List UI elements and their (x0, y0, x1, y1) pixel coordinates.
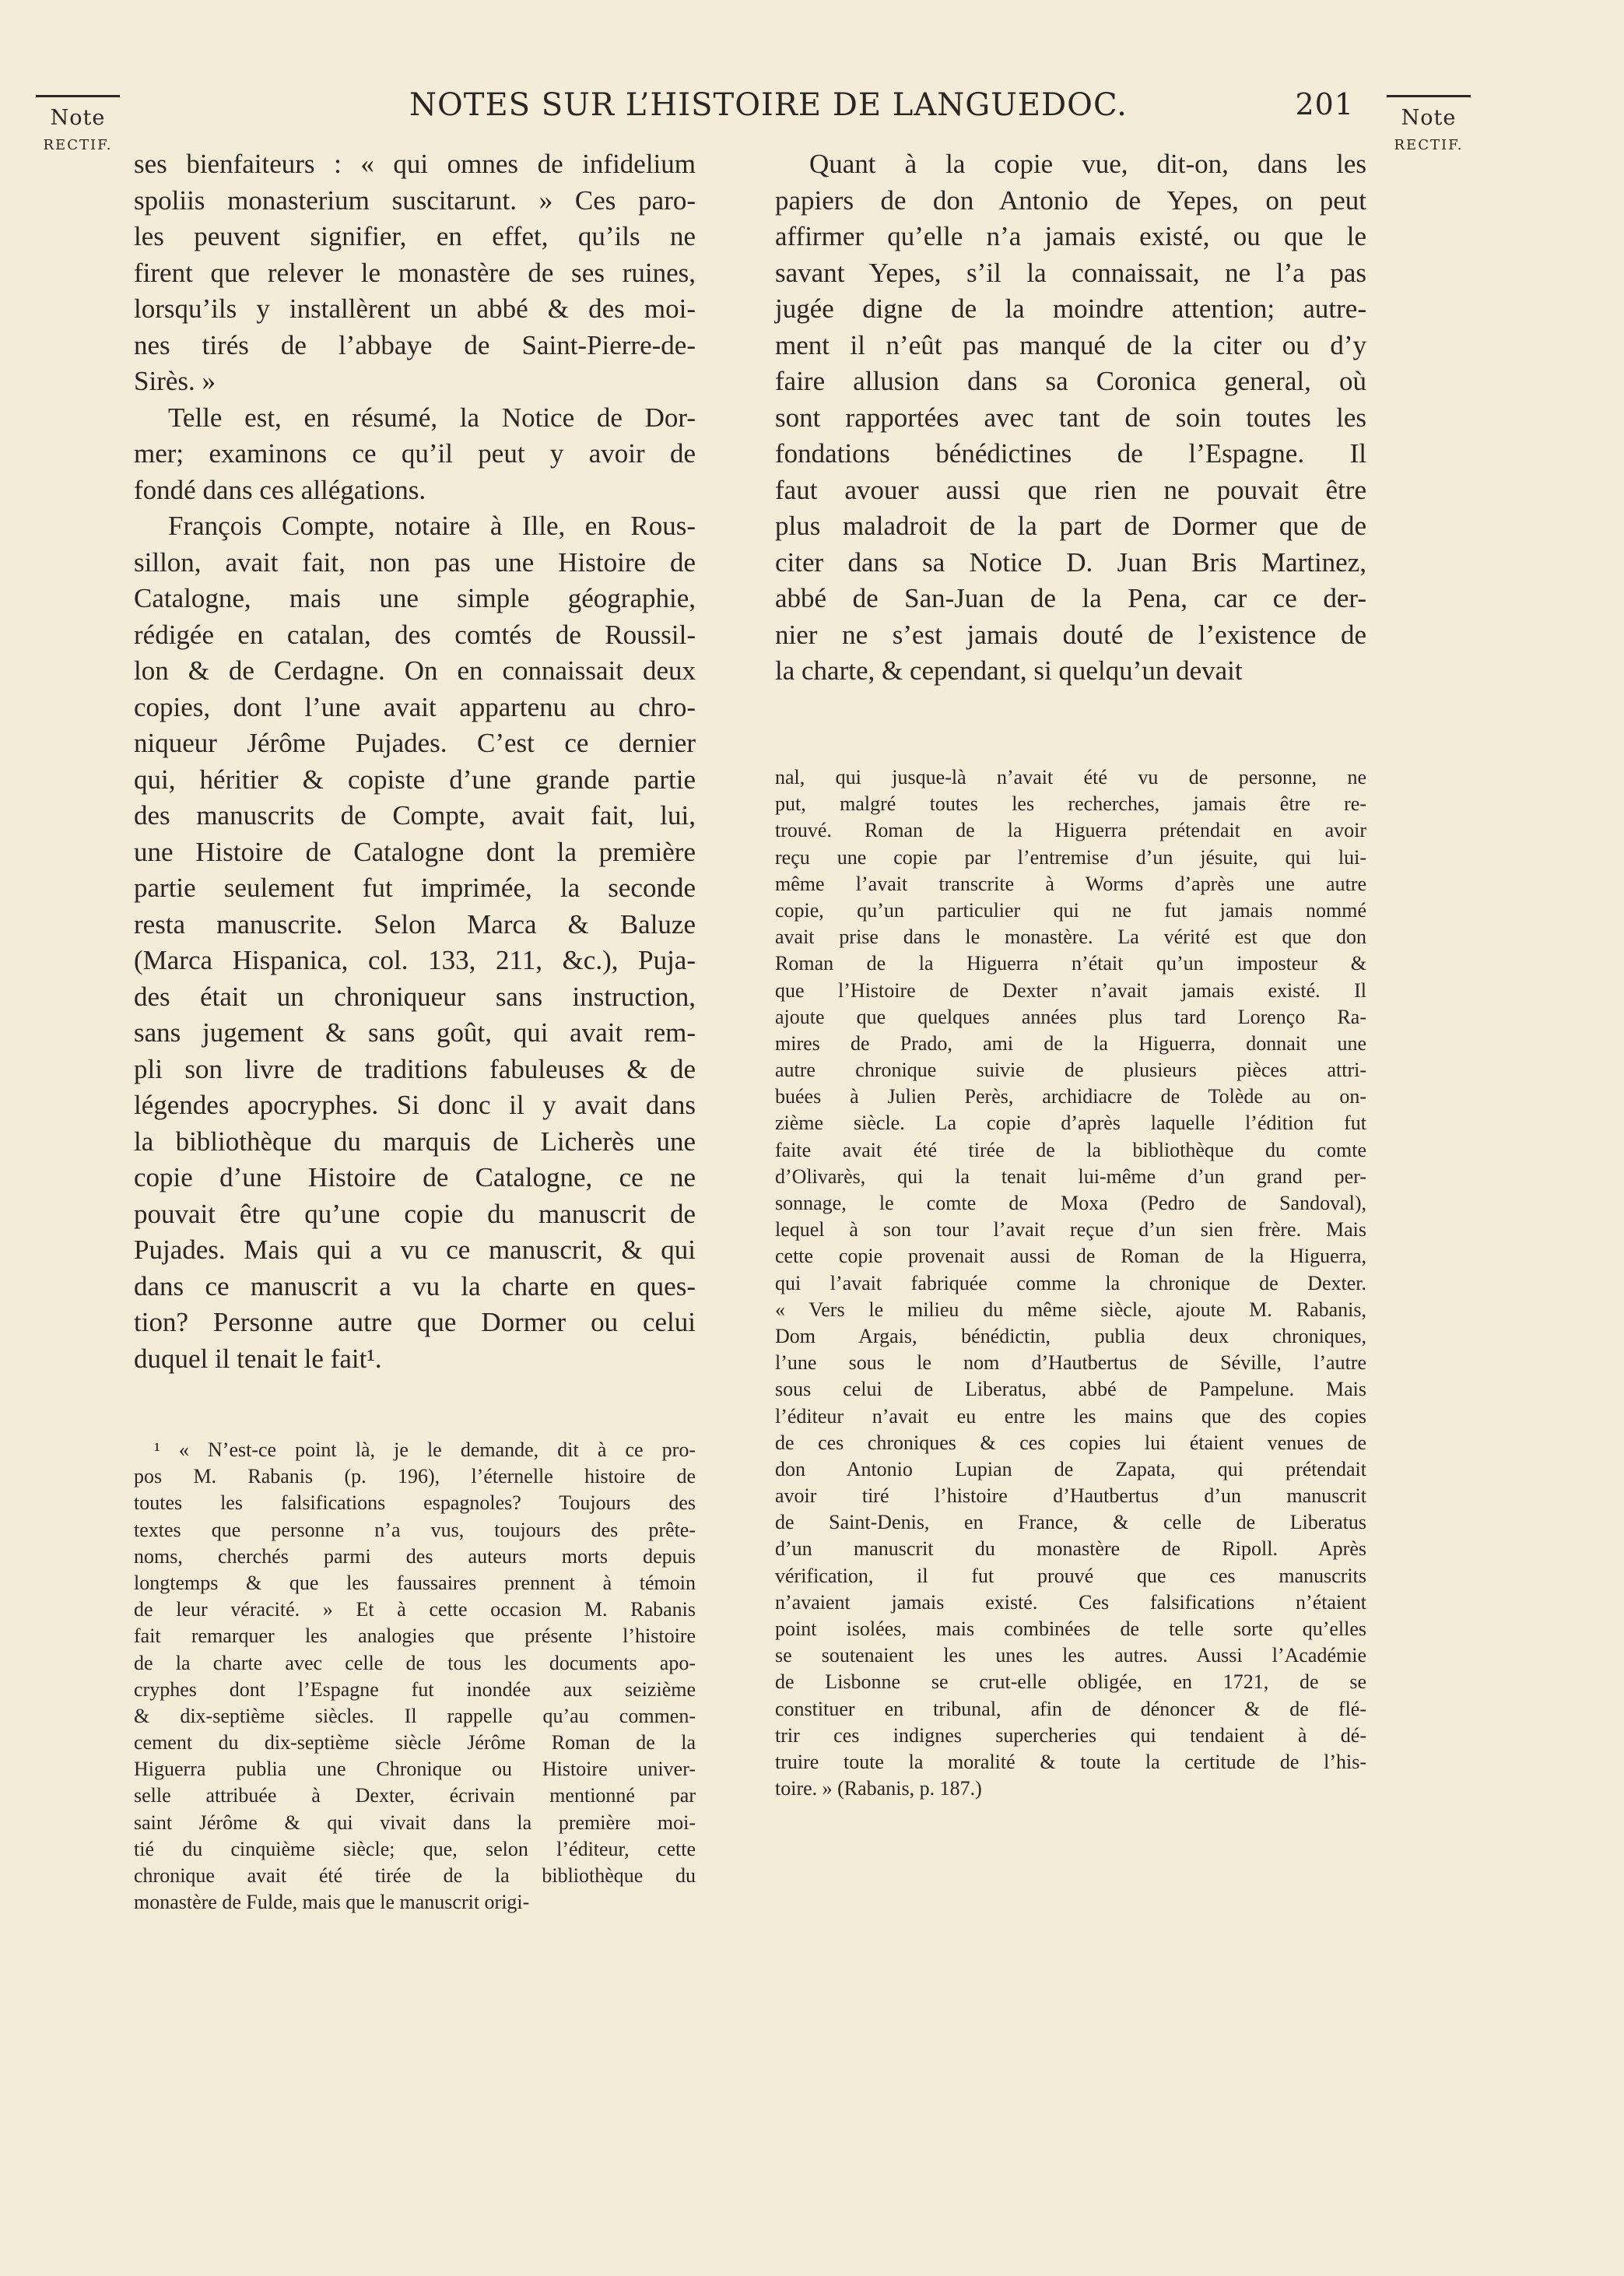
text-line: Dom Argais, bénédictin, publia deux chroniques, (775, 1324, 1366, 1347)
right-column-body (775, 146, 1366, 690)
text-line: longtemps & que les faussaires prennent à témoin (134, 1571, 696, 1594)
margin-note-left (36, 95, 120, 153)
text-line: toutes les falsifications espagnoles? Toujours des (134, 1491, 696, 1515)
text-line: fondé dans ces allégations. (134, 474, 426, 505)
text-line: que l’Histoire de Dexter n’avait jamais existé. Il (775, 978, 1366, 1002)
text-line: de Saint-Denis, en France, & celle de Liberatus (775, 1511, 1366, 1534)
text-line: les peuvent signifier, en effet, qu’ils ne (134, 221, 696, 251)
text-line: citer dans sa Notice D. Juan Bris Martinez, (775, 546, 1366, 578)
margin-note-right-line1: Note (1401, 106, 1457, 130)
text-line: nier ne s’est jamais douté de l’existence de (775, 619, 1366, 650)
text-line: papiers de don Antonio de Yepes, on peut (775, 184, 1366, 216)
text-line: ment il n’eût pas manqué de la citer ou d’y (775, 329, 1366, 360)
text-line: sans jugement & sans goût, qui avait rem- (134, 1017, 696, 1048)
text-line: se soutenaient les unes les autres. Aussi l’Académie (775, 1644, 1366, 1667)
text-line: mer; examinons ce qu’il peut y avoir de (134, 438, 696, 469)
text-line: pos M. Rabanis (p. 196), l’éternelle histoire de (134, 1465, 696, 1488)
text-line: cette copie provenait aussi de Roman de la Higuerra, (775, 1245, 1366, 1268)
text-line: trir ces indignes supercheries qui tendaient à dé- (775, 1723, 1366, 1747)
text-line: avait prise dans le monastère. La vérité est que don (775, 926, 1366, 949)
text-line: Telle est, en résumé, la Notice de Dor- (168, 402, 696, 433)
text-line: sont rapportées avec tant de soin toutes les (775, 402, 1366, 433)
text-line: nal, qui jusque-là n’avait été vu de personne, ne (775, 766, 1366, 789)
text-line: saint Jérôme & qui vivait dans la première moi- (134, 1811, 696, 1834)
margin-note-right-line2: RECTIF. (1394, 136, 1464, 153)
text-line: noms, cherchés parmi des auteurs morts depuis (134, 1544, 696, 1568)
text-line: abbé de San-Juan de la Pena, car ce der- (775, 583, 1366, 613)
text-line: l’éditeur n’avait eu entre les mains que des copies (775, 1404, 1366, 1428)
text-line: fait remarquer les analogies que présente l’histoire (134, 1624, 696, 1648)
margin-note-left-line2: RECTIF. (43, 136, 113, 153)
text-line: fondations bénédictines de l’Espagne. Il (775, 438, 1366, 469)
text-line: plus maladroit de la part de Dormer que de (775, 511, 1366, 541)
text-line: l’une sous le nom d’Hautbertus de Séville, l’autre (775, 1351, 1366, 1375)
text-line: reçu une copie par l’entremise d’un jésuite, qui lui- (775, 845, 1366, 869)
text-line: autre chronique suivie de plusieurs pièces attri- (775, 1059, 1366, 1082)
text-line: resta manuscrite. Selon Marca & Baluze (134, 908, 696, 940)
text-line: faut avouer aussi que rien ne pouvait être (775, 474, 1366, 505)
text-line: la bibliothèque du marquis de Licherès une (134, 1126, 696, 1157)
text-line: niqueur Jérôme Pujades. C’est ce dernier (134, 728, 696, 758)
text-line: de ces chroniques & ces copies lui étaient venues de (775, 1431, 1366, 1454)
text-line: point isolées, mais combinées de telle sorte qu’elles (775, 1617, 1366, 1640)
text-line: une Histoire de Catalogne dont la première (134, 836, 696, 867)
text-line: ¹ « N’est-ce point là, je le demande, dit à ce pro- (154, 1438, 696, 1461)
left-column-body (134, 146, 696, 1377)
text-line: François Compte, notaire à Ille, en Rous- (168, 511, 696, 541)
text-line: Higuerra publia une Chronique ou Histoire univer- (134, 1758, 696, 1781)
text-line: zième siècle. La copie d’après laquelle l’édition fut (775, 1112, 1366, 1135)
text-line: don Antonio Lupian de Zapata, qui prétendait (775, 1457, 1366, 1480)
text-line: & dix-septième siècles. Il rappelle qu’au commen- (134, 1704, 696, 1727)
text-line: ajoute que quelques années plus tard Lorenço Ra- (775, 1005, 1366, 1028)
text-line: copies, dont l’une avait appartenu au chro- (134, 691, 696, 722)
text-line: chronique avait été tirée de la bibliothèque du (134, 1864, 696, 1887)
text-line: qui, héritier & copiste d’une grande partie (134, 764, 696, 795)
footnote-left (134, 1437, 696, 1916)
text-line: affirmer qu’elle n’a jamais existé, ou que le (775, 221, 1366, 251)
text-line: selle attribuée à Dexter, écrivain mentionné par (134, 1784, 696, 1807)
text-line: même l’avait transcrite à Worms d’après une autre (775, 872, 1366, 895)
text-line: Catalogne, mais une simple géographie, (134, 583, 696, 613)
text-line: sonnage, le comte de Moxa (Pedro de Sandoval), (775, 1192, 1366, 1214)
text-line: monastère de Fulde, mais que le manuscrit origi- (134, 1891, 530, 1914)
text-line: sillon, avait fait, non pas une Histoire de (134, 546, 696, 578)
text-line: (Marca Hispanica, col. 133, 211, &c.), Puja- (134, 945, 696, 975)
text-line: la charte, & cependant, si quelqu’un devait (775, 655, 1243, 686)
text-line: « Vers le milieu du même siècle, ajoute M. Rabanis, (775, 1298, 1366, 1321)
text-line: trouvé. Roman de la Higuerra prétendait en avoir (775, 819, 1366, 842)
text-line: de Lisbonne se crut-elle obligée, en 1721, de se (775, 1670, 1366, 1694)
page-number: 201 (1295, 87, 1354, 121)
text-line: duquel il tenait le fait¹. (134, 1343, 382, 1374)
text-line: cement du dix-septième siècle Jérôme Roman de la (134, 1731, 696, 1754)
text-line: faire allusion dans sa Coronica general, où (775, 366, 1366, 396)
text-line: de la charte avec celle de tous les documents apo- (134, 1651, 696, 1674)
text-line: Quant à la copie vue, dit-on, dans les (809, 149, 1366, 179)
text-line: Sirès. » (134, 366, 216, 396)
text-line: des manuscrits de Compte, avait fait, lui, (134, 800, 696, 831)
text-line: mires de Prado, ami de la Higuerra, donnait une (775, 1031, 1366, 1055)
text-line: des était un chroniqueur sans instruction, (134, 981, 696, 1012)
header-title: NOTES SUR L’HISTOIRE DE LANGUEDOC. (409, 87, 1128, 123)
text-line: Roman de la Higuerra n’était qu’un imposteur & (775, 952, 1366, 975)
text-line: copie, qu’un particulier qui ne fut jamais nommé (775, 898, 1366, 922)
margin-note-right (1387, 95, 1471, 153)
text-line: vérification, il fut prouvé que ces manuscrits (775, 1564, 1366, 1587)
text-line: buées à Julien Perès, archidiacre de Tolède au on- (775, 1085, 1366, 1108)
margin-note-left-line1: Note (50, 106, 106, 130)
text-line: lequel à son tour l’avait reçue d’un sien frère. Mais (775, 1218, 1366, 1242)
text-line: faite avait été tirée de la bibliothèque du comte (775, 1138, 1366, 1161)
text-line: truire toute la moralité & toute la certitude de l’his- (775, 1750, 1366, 1773)
text-line: pouvait être qu’une copie du manuscrit de (134, 1198, 696, 1229)
text-line: tié du cinquième siècle; que, selon l’éditeur, cette (134, 1837, 696, 1860)
text-line: cryphes dont l’Espagne fut inondée aux seizième (134, 1677, 696, 1701)
margin-rule-right (1387, 95, 1471, 97)
text-line: qui l’avait fabriquée comme la chronique de Dexter. (775, 1271, 1366, 1294)
text-line: de leur véracité. » Et à cette occasion M. Rabanis (134, 1598, 696, 1621)
text-line: n’avaient jamais existé. Ces falsifications n’étaient (775, 1590, 1366, 1614)
text-line: savant Yepes, s’il la connaissait, ne l’a pas (775, 257, 1366, 288)
text-line: jugée digne de la moindre attention; autre- (775, 293, 1366, 324)
text-line: tion? Personne autre que Dormer ou celui (134, 1307, 696, 1337)
footnote-right (775, 764, 1366, 1802)
text-line: Pujades. Mais qui a vu ce manuscrit, & qui (134, 1235, 696, 1265)
text-line: copie d’une Histoire de Catalogne, ce ne (134, 1162, 696, 1192)
text-line: légendes apocryphes. Si donc il y avait dans (134, 1090, 696, 1120)
text-line: lon & de Cerdagne. On en connaissait deux (134, 655, 696, 686)
text-line: constituer en tribunal, afin de dénoncer & de flé- (775, 1697, 1366, 1720)
margin-rule-left (36, 95, 120, 97)
text-line: pli son livre de traditions fabuleuses & de (134, 1053, 696, 1084)
text-line: spoliis monasterium suscitarunt. » Ces paro- (134, 184, 696, 216)
text-line: textes que personne n’a vus, toujours des prête- (134, 1518, 696, 1541)
text-line: partie seulement fut imprimée, la seconde (134, 873, 696, 903)
text-line: d’un manuscrit du monastère de Ripoll. Après (775, 1537, 1366, 1561)
text-line: dans ce manuscrit a vu la charte en ques- (134, 1270, 696, 1301)
text-line: rédigée en catalan, des comtés de Roussil- (134, 619, 696, 650)
text-line: firent que relever le monastère de ses ruines, (134, 257, 696, 288)
text-line: lorsqu’ils y installèrent un abbé & des moi- (134, 293, 696, 324)
text-line: nes tirés de l’abbaye de Saint-Pierre-de- (134, 329, 696, 360)
text-line: sous celui de Liberatus, abbé de Pampelune. Mais (775, 1378, 1366, 1401)
text-line: put, malgré toutes les recherches, jamais être re- (775, 792, 1366, 816)
text-line: avoir tiré l’histoire d’Hautbertus d’un manuscrit (775, 1484, 1366, 1508)
text-line: ses bienfaiteurs : « qui omnes de infidelium (134, 149, 696, 179)
text-line: toire. » (Rabanis, p. 187.) (775, 1777, 982, 1800)
text-line: d’Olivarès, qui la tenait lui-même d’un grand per- (775, 1164, 1366, 1188)
